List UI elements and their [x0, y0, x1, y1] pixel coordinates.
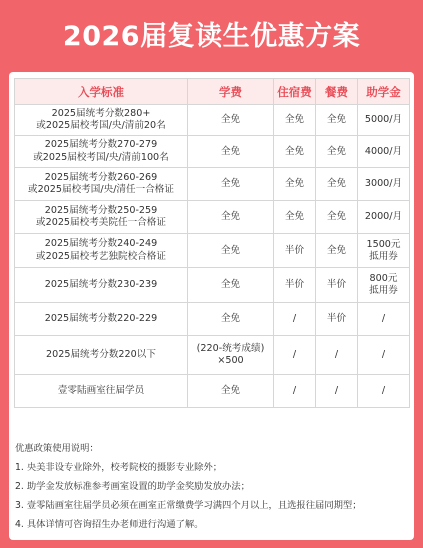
meals-cell: 全免	[316, 234, 358, 268]
tuition-cell: 全免	[188, 136, 274, 168]
aid-cell	[358, 268, 410, 303]
criteria-cell: 壹零陆画室往届学员	[15, 375, 188, 408]
note-item: 4. 具体详情可咨询招生办老师进行沟通了解。	[15, 519, 204, 530]
aid-cell: /	[358, 303, 410, 336]
aid-cell: /	[358, 375, 410, 408]
meals-cell: 全免	[316, 168, 358, 201]
criteria-cell	[15, 136, 188, 168]
criteria-cell	[15, 105, 188, 136]
note-item: 1. 央美非设专业除外，校考院校的摄影专业除外；	[15, 462, 223, 473]
lodging-cell: /	[274, 336, 316, 375]
lodging-cell: 全免	[274, 201, 316, 234]
meals-cell: 全免	[316, 201, 358, 234]
tuition-line-1: (220-统考成绩)	[196, 343, 265, 354]
tuition-cell: 全免	[188, 168, 274, 201]
criteria-cell	[15, 168, 188, 201]
criteria-cell	[15, 201, 188, 234]
discount-table	[14, 78, 410, 408]
tuition-cell: 全免	[188, 234, 274, 268]
table-row	[15, 303, 410, 336]
tuition-cell: 全免	[188, 268, 274, 303]
aid-cell: 3000/月	[358, 168, 410, 201]
aid-cell: 4000/月	[358, 136, 410, 168]
lodging-cell: 全免	[274, 136, 316, 168]
criteria-line-2: 或2025届校考艺独院校合格证	[36, 250, 166, 262]
aid-cell	[358, 234, 410, 268]
aid-cell: 5000/月	[358, 105, 410, 136]
header-lodging: 住宿费	[274, 79, 316, 105]
tuition-cell: 全免	[188, 303, 274, 336]
tuition-cell	[188, 336, 274, 375]
criteria-line-2: 或2025届校考国/央/清任一合格证	[27, 184, 174, 195]
table-row	[15, 105, 410, 136]
criteria-cell: 2025届统考分数230-239	[15, 268, 188, 303]
criteria-line-1: 2025届统考分数270-279	[44, 139, 158, 150]
policy-notes	[15, 439, 410, 534]
aid-cell: 2000/月	[358, 201, 410, 234]
aid-line-2: 抵用券	[369, 285, 398, 296]
header-meals: 餐费	[316, 79, 358, 105]
meals-cell: /	[316, 336, 358, 375]
table-row	[15, 375, 410, 408]
meals-cell: 半价	[316, 303, 358, 336]
criteria-cell	[15, 234, 188, 268]
criteria-line-1: 2025届统考分数240-249	[44, 238, 158, 249]
tuition-cell: 全免	[188, 201, 274, 234]
criteria-line-2: 或2025届校考国/央/清前100名	[33, 151, 169, 163]
header-admission-standard: 入学标准	[15, 79, 188, 105]
aid-cell: /	[358, 336, 410, 375]
meals-cell: 全免	[316, 136, 358, 168]
header-tuition: 学费	[188, 79, 274, 105]
tuition-cell: 全免	[188, 105, 274, 136]
table-row	[15, 336, 410, 375]
table-row	[15, 168, 410, 201]
criteria-line-2: 或2025届校考国/央/清前20名	[36, 120, 166, 131]
criteria-cell: 2025届统考分数220-229	[15, 303, 188, 336]
table-row	[15, 234, 410, 268]
lodging-cell: 半价	[274, 268, 316, 303]
tuition-line-2: ×500	[217, 355, 244, 366]
meals-cell: 全免	[316, 105, 358, 136]
meals-cell: 半价	[316, 268, 358, 303]
table-row	[15, 201, 410, 234]
page-title: 2026届复读生优惠方案	[62, 21, 361, 52]
note-item: 3. 壹零陆画室往届学员必须在画室正常缴费学习满四个月以上，且选报往届同期型；	[15, 500, 362, 511]
offer-card	[9, 72, 414, 540]
table-row	[15, 136, 410, 168]
lodging-cell: 全免	[274, 105, 316, 136]
note-item: 2. 助学金发放标准参考画室设置的助学金奖励发放办法；	[15, 481, 250, 492]
meals-cell: /	[316, 375, 358, 408]
aid-line-1: 1500元	[366, 238, 401, 250]
criteria-line-2: 或2025届校考美院任一合格证	[36, 217, 166, 228]
table-header-row	[15, 79, 410, 105]
lodging-cell: 全免	[274, 168, 316, 201]
tuition-cell: 全免	[188, 375, 274, 408]
aid-line-1: 800元	[369, 273, 398, 284]
criteria-line-1: 2025届统考分数280+	[51, 107, 151, 119]
header-aid: 助学金	[358, 79, 410, 105]
criteria-cell: 2025届统考分数220以下	[15, 336, 188, 375]
criteria-line-1: 2025届统考分数260-269	[44, 171, 158, 183]
aid-line-2: 抵用券	[369, 250, 398, 262]
table-row	[15, 268, 410, 303]
criteria-line-1: 2025届统考分数250-259	[44, 204, 158, 216]
lodging-cell: /	[274, 303, 316, 336]
lodging-cell: /	[274, 375, 316, 408]
notes-heading: 优惠政策使用说明：	[15, 443, 99, 454]
lodging-cell: 半价	[274, 234, 316, 268]
